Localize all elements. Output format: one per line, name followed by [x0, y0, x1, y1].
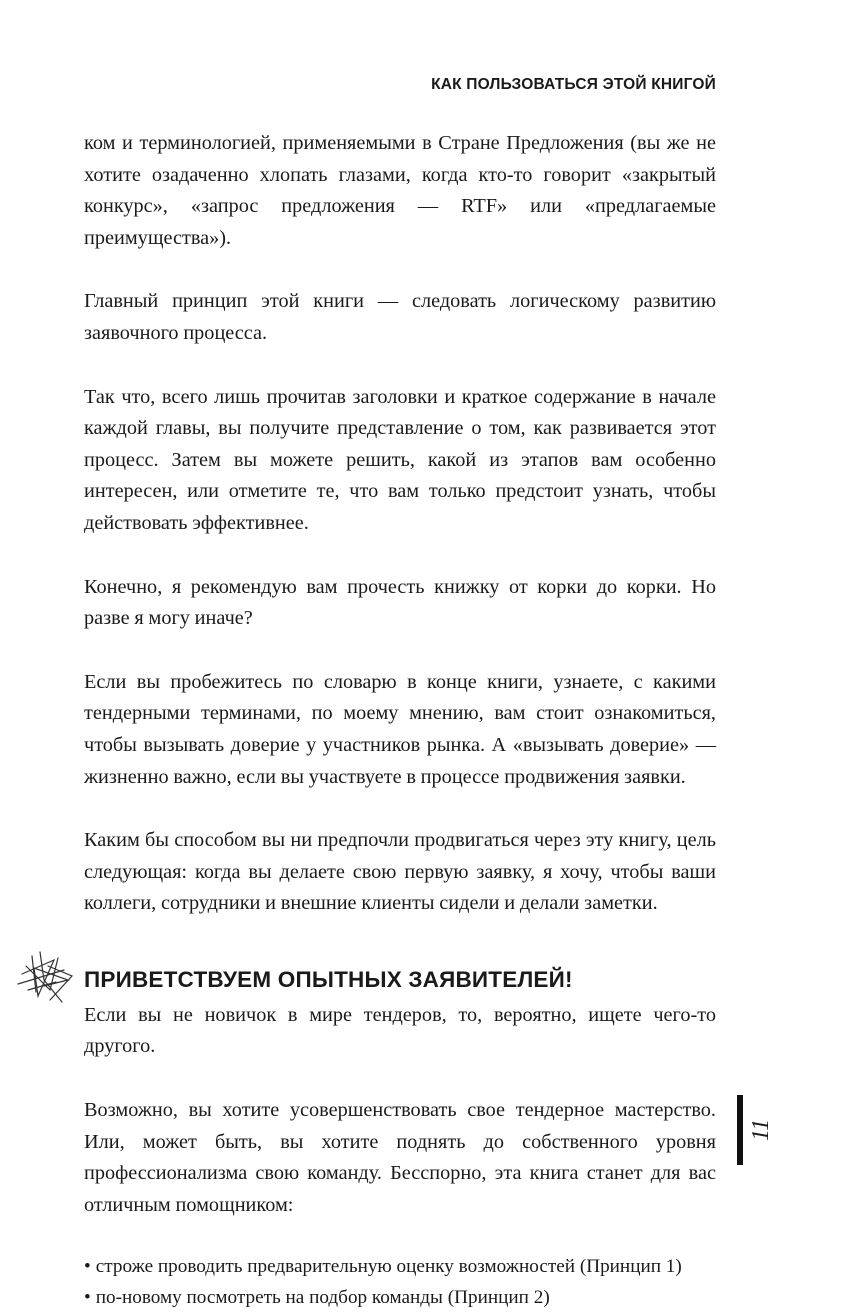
page-marker-bar [737, 1095, 743, 1165]
bullet-list [84, 1251, 716, 1313]
pen-sketch-icon [14, 946, 78, 1010]
paragraph: Если вы не новичок в мире тендеров, то, вероятно, ищете чего-то другого. [84, 1003, 716, 1058]
list-item: • по-новому посмотреть на подбор команды (Принцип 2) [84, 1282, 716, 1313]
list-item: • строже проводить предварительную оценку возможностей (Принцип 1) [84, 1251, 716, 1282]
paragraph: Так что, всего лишь прочитав заголовки и краткое содержание в начале каждой главы, вы получите представление о том, как развивается этот процесс. Затем вы можете решить, какой из этапов вам особенно интересен, или отметите те, что вам только предстоит узнать, чтобы действовать эффективнее. [84, 385, 716, 534]
section-heading-text: ПРИВЕТСТВУЕМ ОПЫТНЫХ ЗАЯВИТЕЛЕЙ! [84, 966, 573, 992]
section-heading [84, 960, 716, 1000]
page-body [84, 128, 716, 1313]
page-number: 11 [748, 1118, 774, 1142]
running-head: КАК ПОЛЬЗОВАТЬСЯ ЭТОЙ КНИГОЙ [431, 76, 716, 93]
paragraph: Возможно, вы хотите усовершенствовать свое тендерное мастерство. Или, может быть, вы хотите поднять до собственного уровня профессионализма свою команду. Бесспорно, эта книга станет для вас отличным помощником: [84, 1099, 716, 1216]
paragraph: Каким бы способом вы ни предпочли продвигаться через эту книгу, цель следующая: когда вы делаете свою первую заявку, я хочу, чтобы ваши коллеги, сотрудники и внешние клиенты сидели и делали заметки. [84, 829, 716, 915]
paragraph: Главный принцип этой книги — следовать логическому развитию заявочного процесса. [84, 290, 716, 344]
paragraph: ком и терминологией, применяемыми в Стране Предложения (вы же не хотите озадаченно хлопать глазами, когда кто-то говорит «закрытый конкурс», «запрос предложения — RTF» или «предлагаемые преимущества»). [84, 132, 716, 249]
paragraph: Конечно, я рекомендую вам прочесть книжку от корки до корки. Но разве я могу иначе? [84, 575, 716, 630]
paragraph: Если вы пробежитесь по словарю в конце книги, узнаете, с какими тендерными терминами, по моему мнению, вам стоит ознакомиться, чтобы вызывать доверие у участников рынка. А «вызывать доверие» — жизненно важно, если вы участвуете в процессе продвижения заявки. [84, 670, 716, 788]
